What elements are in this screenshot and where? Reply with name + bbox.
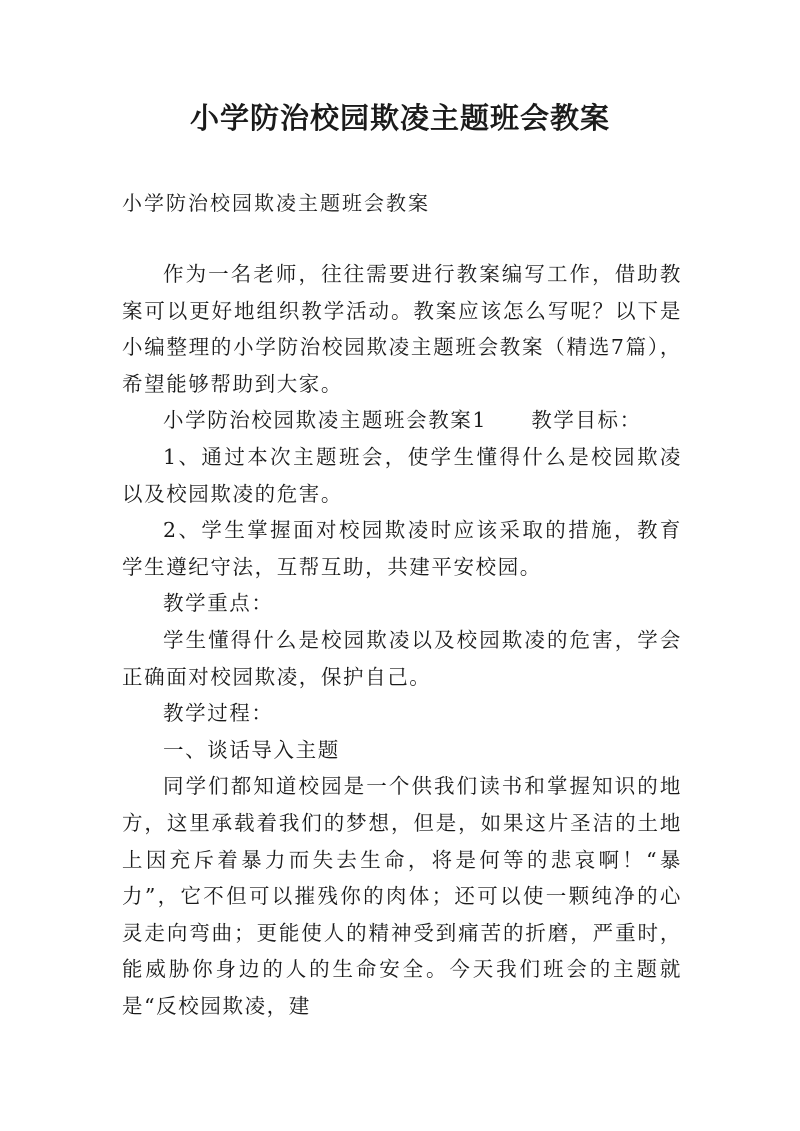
paragraph-section-1-heading: 一、谈话导入主题 [163, 737, 340, 762]
paragraph-key-points-heading: 教学重点： [163, 591, 274, 616]
document-subtitle: 小学防治校园欺凌主题班会教案 [122, 191, 430, 215]
paragraph-process-heading: 教学过程： [163, 701, 274, 726]
paragraph-goal-1: 1、通过本次主题班会，使学生懂得什么是校园欺凌以及校园欺凌的危害。 [122, 444, 682, 506]
paragraph-intro: 作为一名老师，往往需要进行教案编写工作，借助教案可以更好地组织教学活动。教案应该怎么写呢？以下是小编整理的小学防治校园欺凌主题班会教案（精选7篇），希望能够帮助到大家。 [122, 262, 682, 396]
document-title: 小学防治校园欺凌主题班会教案 [189, 101, 610, 135]
paragraph-key-points: 学生懂得什么是校园欺凌以及校园欺凌的危害，学会正确面对校园欺凌，保护自己。 [122, 627, 682, 689]
paragraph-goal-2: 2、学生掌握面对校园欺凌时应该采取的措施，教育学生遵纪守法，互帮互助，共建平安校园。 [122, 518, 682, 579]
paragraph-lesson-heading: 小学防治校园欺凌主题班会教案1 教学目标： [163, 408, 642, 433]
document-body [122, 256, 682, 1024]
paragraph-section-1-text: 同学们都知道校园是一个供我们读书和掌握知识的地方，这里承载着我们的梦想，但是，如果这片圣洁的土地上因充斥着暴力而失去生命，将是何等的悲哀啊！“暴力”，它不但可以摧残你的肉体；还可以使一颗纯净的心灵走向弯曲；更能使人的精神受到痛苦的折磨，严重时，能威胁你身边的人的生命安全。今天我们班会的主题就是“反校园欺凌，建 [122, 774, 682, 1018]
